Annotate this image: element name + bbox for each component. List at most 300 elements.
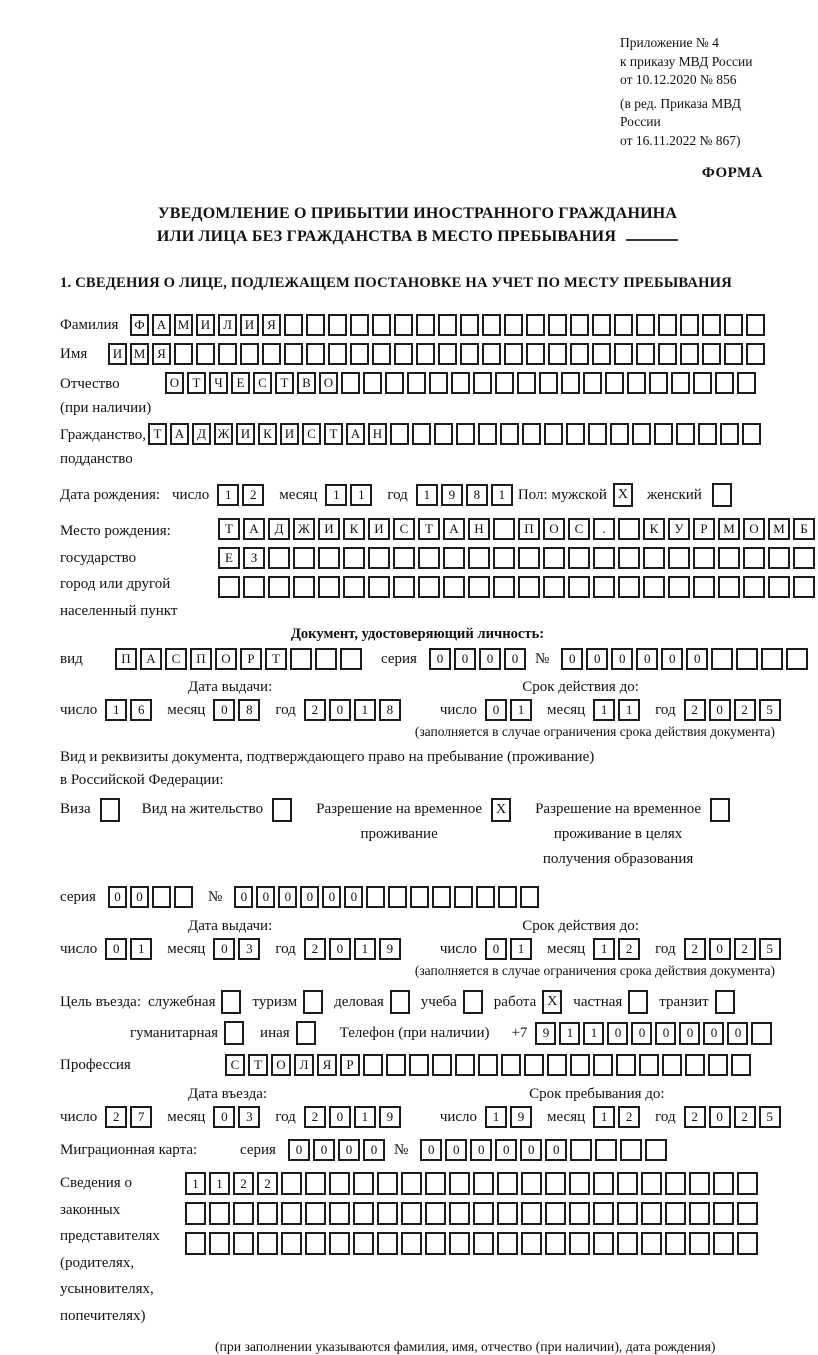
char-cell[interactable] [632,423,651,445]
char-cell[interactable] [416,314,435,336]
sex-male-checkbox[interactable]: X [613,483,633,507]
char-cell[interactable] [618,518,640,540]
char-cell[interactable]: 0 [485,938,507,960]
char-cell[interactable]: 0 [520,1139,542,1161]
char-cell[interactable]: 0 [679,1022,700,1045]
char-cell[interactable] [569,1232,590,1255]
char-cell[interactable] [390,423,409,445]
char-cell[interactable]: 0 [636,648,658,670]
char-cell[interactable] [233,1202,254,1225]
char-cell[interactable] [407,372,426,394]
char-cell[interactable] [501,1054,521,1076]
char-cell[interactable] [401,1172,422,1195]
char-cell[interactable]: А [346,423,365,445]
char-cell[interactable]: Р [240,648,262,670]
char-cell[interactable]: 0 [611,648,633,670]
char-cell[interactable]: 0 [278,886,297,908]
char-cell[interactable]: 0 [470,1139,492,1161]
char-cell[interactable] [293,547,315,569]
char-cell[interactable] [521,1202,542,1225]
char-cell[interactable] [425,1172,446,1195]
char-cell[interactable] [593,1202,614,1225]
char-cell[interactable] [476,886,495,908]
char-cell[interactable] [443,576,465,598]
char-cell[interactable]: 0 [329,938,351,960]
char-cell[interactable] [768,547,790,569]
char-cell[interactable] [262,343,281,365]
char-cell[interactable]: 1 [325,484,347,506]
char-cell[interactable]: А [152,314,171,336]
char-cell[interactable] [639,1054,659,1076]
char-cell[interactable]: И [240,314,259,336]
char-cell[interactable] [746,343,765,365]
char-cell[interactable] [473,1232,494,1255]
char-cell[interactable]: 2 [684,699,706,721]
char-cell[interactable] [473,1202,494,1225]
char-cell[interactable] [737,1172,758,1195]
char-cell[interactable] [618,547,640,569]
char-cell[interactable]: 9 [441,484,463,506]
char-cell[interactable] [438,314,457,336]
char-cell[interactable]: 0 [234,886,253,908]
char-cell[interactable]: Е [218,547,240,569]
char-cell[interactable] [548,314,567,336]
char-cell[interactable]: 2 [618,938,640,960]
char-cell[interactable] [671,372,690,394]
char-cell[interactable] [713,1232,734,1255]
char-cell[interactable] [218,343,237,365]
char-cell[interactable] [610,423,629,445]
char-cell[interactable] [438,343,457,365]
char-cell[interactable]: 2 [304,938,326,960]
char-cell[interactable] [401,1232,422,1255]
char-cell[interactable] [605,372,624,394]
char-cell[interactable] [724,314,743,336]
char-cell[interactable] [743,547,765,569]
char-cell[interactable] [592,314,611,336]
char-cell[interactable] [366,886,385,908]
char-cell[interactable]: Р [340,1054,360,1076]
char-cell[interactable]: О [215,648,237,670]
char-cell[interactable]: О [543,518,565,540]
char-cell[interactable]: 0 [709,1106,731,1128]
char-cell[interactable]: 2 [618,1106,640,1128]
char-cell[interactable] [432,1054,452,1076]
char-cell[interactable] [293,576,315,598]
char-cell[interactable] [473,372,492,394]
char-cell[interactable] [524,1054,544,1076]
char-cell[interactable] [468,576,490,598]
char-cell[interactable] [500,423,519,445]
char-cell[interactable]: Я [317,1054,337,1076]
char-cell[interactable] [434,423,453,445]
char-cell[interactable]: 2 [233,1172,254,1195]
char-cell[interactable]: 0 [454,648,476,670]
char-cell[interactable] [497,1232,518,1255]
char-cell[interactable]: 5 [759,699,781,721]
purpose-tourism-checkbox[interactable] [303,990,323,1014]
char-cell[interactable]: 0 [256,886,275,908]
char-cell[interactable]: 5 [759,938,781,960]
char-cell[interactable] [497,1172,518,1195]
char-cell[interactable]: 0 [485,699,507,721]
char-cell[interactable]: 1 [354,938,376,960]
char-cell[interactable] [185,1232,206,1255]
char-cell[interactable]: 0 [495,1139,517,1161]
char-cell[interactable]: Н [368,423,387,445]
char-cell[interactable]: Ч [209,372,228,394]
char-cell[interactable] [588,423,607,445]
char-cell[interactable] [451,372,470,394]
char-cell[interactable]: Т [187,372,206,394]
char-cell[interactable] [243,576,265,598]
char-cell[interactable]: М [130,343,149,365]
char-cell[interactable] [521,1232,542,1255]
char-cell[interactable] [561,372,580,394]
char-cell[interactable] [545,1202,566,1225]
char-cell[interactable] [593,547,615,569]
char-cell[interactable] [268,547,290,569]
char-cell[interactable]: 3 [238,938,260,960]
char-cell[interactable]: 0 [213,1106,235,1128]
char-cell[interactable] [713,1172,734,1195]
char-cell[interactable] [363,1054,383,1076]
char-cell[interactable] [568,547,590,569]
char-cell[interactable]: О [271,1054,291,1076]
char-cell[interactable] [429,372,448,394]
char-cell[interactable] [526,343,545,365]
char-cell[interactable] [718,547,740,569]
char-cell[interactable] [698,423,717,445]
char-cell[interactable] [493,518,515,540]
char-cell[interactable] [343,576,365,598]
char-cell[interactable] [454,886,473,908]
char-cell[interactable] [418,576,440,598]
char-cell[interactable]: У [668,518,690,540]
char-cell[interactable] [318,547,340,569]
purpose-private-checkbox[interactable] [628,990,648,1014]
char-cell[interactable] [746,314,765,336]
char-cell[interactable] [742,423,761,445]
char-cell[interactable] [568,576,590,598]
char-cell[interactable]: О [319,372,338,394]
char-cell[interactable] [401,1202,422,1225]
char-cell[interactable] [548,343,567,365]
char-cell[interactable]: 1 [130,938,152,960]
char-cell[interactable] [737,372,756,394]
char-cell[interactable] [341,372,360,394]
purpose-work-checkbox[interactable]: X [542,990,562,1014]
char-cell[interactable]: 1 [491,484,513,506]
char-cell[interactable]: 7 [130,1106,152,1128]
char-cell[interactable] [566,423,585,445]
char-cell[interactable] [449,1232,470,1255]
char-cell[interactable] [443,547,465,569]
char-cell[interactable] [482,314,501,336]
char-cell[interactable]: 2 [257,1172,278,1195]
char-cell[interactable] [614,314,633,336]
char-cell[interactable] [329,1172,350,1195]
char-cell[interactable] [544,423,563,445]
char-cell[interactable] [372,343,391,365]
char-cell[interactable]: 0 [329,699,351,721]
char-cell[interactable]: 0 [661,648,683,670]
char-cell[interactable] [233,1232,254,1255]
char-cell[interactable]: 3 [238,1106,260,1128]
char-cell[interactable]: Т [265,648,287,670]
char-cell[interactable] [693,547,715,569]
char-cell[interactable]: С [568,518,590,540]
char-cell[interactable] [702,343,721,365]
char-cell[interactable]: А [443,518,465,540]
char-cell[interactable] [284,343,303,365]
char-cell[interactable]: С [165,648,187,670]
char-cell[interactable]: А [170,423,189,445]
char-cell[interactable] [517,372,536,394]
char-cell[interactable] [306,314,325,336]
char-cell[interactable]: 1 [416,484,438,506]
char-cell[interactable]: И [108,343,127,365]
char-cell[interactable] [409,1054,429,1076]
char-cell[interactable]: И [280,423,299,445]
char-cell[interactable]: Т [148,423,167,445]
char-cell[interactable] [353,1202,374,1225]
char-cell[interactable]: 0 [703,1022,724,1045]
char-cell[interactable]: И [196,314,215,336]
char-cell[interactable] [702,314,721,336]
char-cell[interactable] [662,1054,682,1076]
char-cell[interactable]: Я [262,314,281,336]
char-cell[interactable]: К [643,518,665,540]
char-cell[interactable] [583,372,602,394]
char-cell[interactable] [350,314,369,336]
char-cell[interactable]: 0 [338,1139,360,1161]
char-cell[interactable]: 1 [217,484,239,506]
char-cell[interactable]: Р [693,518,715,540]
char-cell[interactable] [711,648,733,670]
char-cell[interactable] [720,423,739,445]
char-cell[interactable] [643,576,665,598]
char-cell[interactable] [394,314,413,336]
char-cell[interactable] [593,1232,614,1255]
char-cell[interactable]: 1 [618,699,640,721]
char-cell[interactable] [793,576,815,598]
char-cell[interactable] [793,547,815,569]
char-cell[interactable]: 1 [354,1106,376,1128]
char-cell[interactable]: 0 [631,1022,652,1045]
char-cell[interactable]: 2 [684,1106,706,1128]
char-cell[interactable] [473,1172,494,1195]
char-cell[interactable] [627,372,646,394]
char-cell[interactable]: 8 [238,699,260,721]
char-cell[interactable]: М [768,518,790,540]
char-cell[interactable] [570,314,589,336]
char-cell[interactable] [658,314,677,336]
char-cell[interactable] [315,648,337,670]
char-cell[interactable]: Ж [214,423,233,445]
char-cell[interactable]: Л [294,1054,314,1076]
char-cell[interactable]: 5 [759,1106,781,1128]
char-cell[interactable] [340,648,362,670]
char-cell[interactable]: Т [324,423,343,445]
char-cell[interactable]: А [140,648,162,670]
char-cell[interactable] [570,1139,592,1161]
char-cell[interactable] [693,372,712,394]
char-cell[interactable] [425,1232,446,1255]
char-cell[interactable]: Ф [130,314,149,336]
char-cell[interactable] [731,1054,751,1076]
char-cell[interactable]: 2 [684,938,706,960]
char-cell[interactable] [284,314,303,336]
char-cell[interactable] [318,576,340,598]
char-cell[interactable] [425,1202,446,1225]
char-cell[interactable]: 0 [607,1022,628,1045]
char-cell[interactable] [689,1172,710,1195]
char-cell[interactable] [504,343,523,365]
char-cell[interactable]: 0 [586,648,608,670]
char-cell[interactable]: И [368,518,390,540]
char-cell[interactable] [737,1232,758,1255]
char-cell[interactable] [654,423,673,445]
char-cell[interactable] [665,1172,686,1195]
char-cell[interactable] [493,547,515,569]
char-cell[interactable] [724,343,743,365]
char-cell[interactable] [620,1139,642,1161]
char-cell[interactable]: 0 [727,1022,748,1045]
char-cell[interactable] [328,343,347,365]
char-cell[interactable] [736,648,758,670]
char-cell[interactable] [377,1172,398,1195]
char-cell[interactable]: 0 [288,1139,310,1161]
char-cell[interactable]: 0 [655,1022,676,1045]
char-cell[interactable] [329,1202,350,1225]
char-cell[interactable] [645,1139,667,1161]
char-cell[interactable] [520,886,539,908]
char-cell[interactable]: С [393,518,415,540]
char-cell[interactable] [306,343,325,365]
char-cell[interactable] [290,648,312,670]
char-cell[interactable]: 1 [559,1022,580,1045]
char-cell[interactable]: 9 [535,1022,556,1045]
char-cell[interactable] [708,1054,728,1076]
char-cell[interactable] [343,547,365,569]
char-cell[interactable]: 2 [304,1106,326,1128]
char-cell[interactable] [518,576,540,598]
char-cell[interactable] [350,343,369,365]
char-cell[interactable]: А [243,518,265,540]
char-cell[interactable] [328,314,347,336]
char-cell[interactable] [209,1232,230,1255]
char-cell[interactable] [174,886,193,908]
char-cell[interactable]: Ж [293,518,315,540]
char-cell[interactable]: 0 [709,938,731,960]
purpose-transit-checkbox[interactable] [715,990,735,1014]
char-cell[interactable] [658,343,677,365]
char-cell[interactable] [641,1172,662,1195]
char-cell[interactable] [737,1202,758,1225]
char-cell[interactable] [209,1202,230,1225]
char-cell[interactable]: П [190,648,212,670]
char-cell[interactable]: 2 [734,1106,756,1128]
char-cell[interactable] [363,372,382,394]
char-cell[interactable] [368,576,390,598]
char-cell[interactable] [668,576,690,598]
char-cell[interactable] [329,1232,350,1255]
char-cell[interactable]: 1 [105,699,127,721]
char-cell[interactable]: К [343,518,365,540]
char-cell[interactable] [281,1202,302,1225]
char-cell[interactable] [416,343,435,365]
char-cell[interactable] [393,547,415,569]
char-cell[interactable] [668,547,690,569]
char-cell[interactable] [641,1202,662,1225]
char-cell[interactable]: 1 [209,1172,230,1195]
char-cell[interactable]: 1 [510,938,532,960]
char-cell[interactable]: 2 [734,699,756,721]
char-cell[interactable] [478,423,497,445]
char-cell[interactable] [786,648,808,670]
char-cell[interactable]: 1 [350,484,372,506]
char-cell[interactable] [643,547,665,569]
char-cell[interactable] [482,343,501,365]
char-cell[interactable] [618,576,640,598]
char-cell[interactable]: Я [152,343,171,365]
char-cell[interactable]: Н [468,518,490,540]
char-cell[interactable]: Е [231,372,250,394]
char-cell[interactable]: И [318,518,340,540]
char-cell[interactable]: 1 [485,1106,507,1128]
char-cell[interactable] [569,1202,590,1225]
char-cell[interactable]: 2 [304,699,326,721]
char-cell[interactable] [616,1054,636,1076]
char-cell[interactable] [218,576,240,598]
char-cell[interactable]: 0 [429,648,451,670]
char-cell[interactable] [281,1172,302,1195]
char-cell[interactable]: 0 [300,886,319,908]
char-cell[interactable] [498,886,517,908]
char-cell[interactable] [689,1202,710,1225]
char-cell[interactable] [593,576,615,598]
char-cell[interactable] [545,1172,566,1195]
char-cell[interactable]: 1 [354,699,376,721]
char-cell[interactable]: 0 [108,886,127,908]
char-cell[interactable] [240,343,259,365]
char-cell[interactable] [543,547,565,569]
char-cell[interactable]: Т [248,1054,268,1076]
char-cell[interactable]: 0 [313,1139,335,1161]
char-cell[interactable] [595,1139,617,1161]
char-cell[interactable] [649,372,668,394]
char-cell[interactable]: И [236,423,255,445]
char-cell[interactable] [713,1202,734,1225]
char-cell[interactable]: 0 [686,648,708,670]
char-cell[interactable] [768,576,790,598]
char-cell[interactable] [545,1232,566,1255]
char-cell[interactable]: С [302,423,321,445]
char-cell[interactable]: Д [268,518,290,540]
purpose-official-checkbox[interactable] [221,990,241,1014]
char-cell[interactable]: 2 [242,484,264,506]
char-cell[interactable] [460,314,479,336]
char-cell[interactable]: В [297,372,316,394]
char-cell[interactable]: 8 [466,484,488,506]
char-cell[interactable] [268,576,290,598]
char-cell[interactable] [388,886,407,908]
char-cell[interactable]: 0 [420,1139,442,1161]
char-cell[interactable]: 0 [479,648,501,670]
char-cell[interactable] [593,1172,614,1195]
char-cell[interactable] [412,423,431,445]
